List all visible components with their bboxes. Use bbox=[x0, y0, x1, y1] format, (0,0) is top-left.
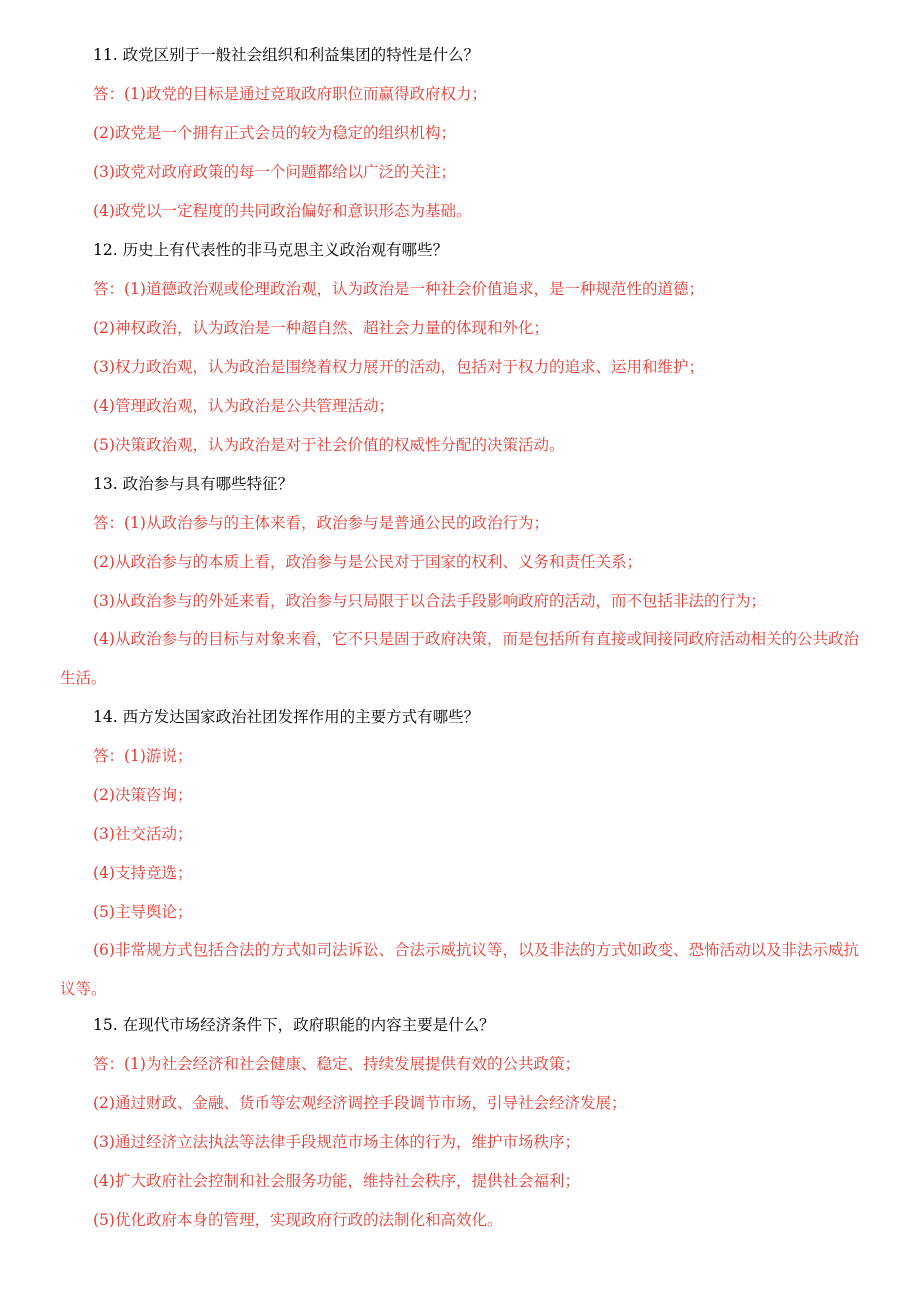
answer-15-4: (4)扩大政府社会控制和社会服务功能，维持社会秩序，提供社会福利； bbox=[93, 1172, 580, 1190]
answer-13-2: (2)从政治参与的本质上看，政治参与是公民对于国家的权利、义务和责任关系； bbox=[93, 553, 642, 571]
answer-14-6: (6)非常规方式包括合法的方式如司法诉讼、合法示威抗议等，以及非法的方式如政变、恐怖活动以及非法示威抗议等。 bbox=[60, 941, 859, 998]
question-11: 11. 政党区别于一般社会组织和利益集团的特性是什么？ bbox=[93, 46, 480, 64]
question-14: 14. 西方发达国家政治社团发挥作用的主要方式有哪些？ bbox=[93, 708, 480, 726]
answer-11-4: (4)政党以一定程度的共同政治偏好和意识形态为基础。 bbox=[93, 202, 472, 220]
answer-13-4: (4)从政治参与的目标与对象来看，它不只是固于政府决策，而是包括所有直接或间接同政府活动相关的公共政治生活。 bbox=[60, 630, 859, 687]
answer-11-3: (3)政党对政府政策的每一个问题都给以广泛的关注； bbox=[93, 163, 456, 181]
answer-11-1: 答：(1)政党的目标是通过竞取政府职位而赢得政府权力； bbox=[93, 85, 487, 103]
answer-14-4: (4)支持竞选； bbox=[93, 864, 193, 882]
answer-11-2: (2)政党是一个拥有正式会员的较为稳定的组织机构； bbox=[93, 124, 456, 142]
answer-12-4: (4)管理政治观，认为政治是公共管理活动； bbox=[93, 397, 394, 415]
question-15: 15. 在现代市场经济条件下，政府职能的内容主要是什么？ bbox=[93, 1016, 495, 1034]
question-13: 13. 政治参与具有哪些特征？ bbox=[93, 475, 294, 493]
answer-13-1: 答：(1)从政治参与的主体来看，政治参与是普通公民的政治行为； bbox=[93, 514, 549, 532]
answer-13-3: (3)从政治参与的外延来看，政治参与只局限于以合法手段影响政府的活动，而不包括非法的行为； bbox=[93, 592, 766, 610]
question-12: 12. 历史上有代表性的非马克思主义政治观有哪些？ bbox=[93, 241, 449, 259]
answer-12-2: (2)神权政治，认为政治是一种超自然、超社会力量的体现和外化； bbox=[93, 319, 549, 337]
answer-15-3: (3)通过经济立法执法等法律手段规范市场主体的行为，维护市场秩序； bbox=[93, 1133, 580, 1151]
answer-15-1: 答：(1)为社会经济和社会健康、稳定、持续发展提供有效的公共政策； bbox=[93, 1055, 580, 1073]
answer-14-2: (2)决策咨询； bbox=[93, 786, 193, 804]
answer-14-1: 答：(1)游说； bbox=[93, 747, 193, 765]
answer-14-5: (5)主导舆论； bbox=[93, 903, 193, 921]
answer-15-5: (5)优化政府本身的管理，实现政府行政的法制化和高效化。 bbox=[93, 1211, 503, 1229]
answer-12-3: (3)权力政治观，认为政治是围绕着权力展开的活动，包括对于权力的追求、运用和维护； bbox=[93, 358, 704, 376]
answer-14-3: (3)社交活动； bbox=[93, 825, 193, 843]
answer-12-5: (5)决策政治观，认为政治是对于社会价值的权威性分配的决策活动。 bbox=[93, 436, 565, 454]
answer-12-1: 答：(1)道德政治观或伦理政治观，认为政治是一种社会价值追求，是一种规范性的道德； bbox=[93, 280, 704, 298]
answer-15-2: (2)通过财政、金融、货币等宏观经济调控手段调节市场，引导社会经济发展； bbox=[93, 1094, 627, 1112]
